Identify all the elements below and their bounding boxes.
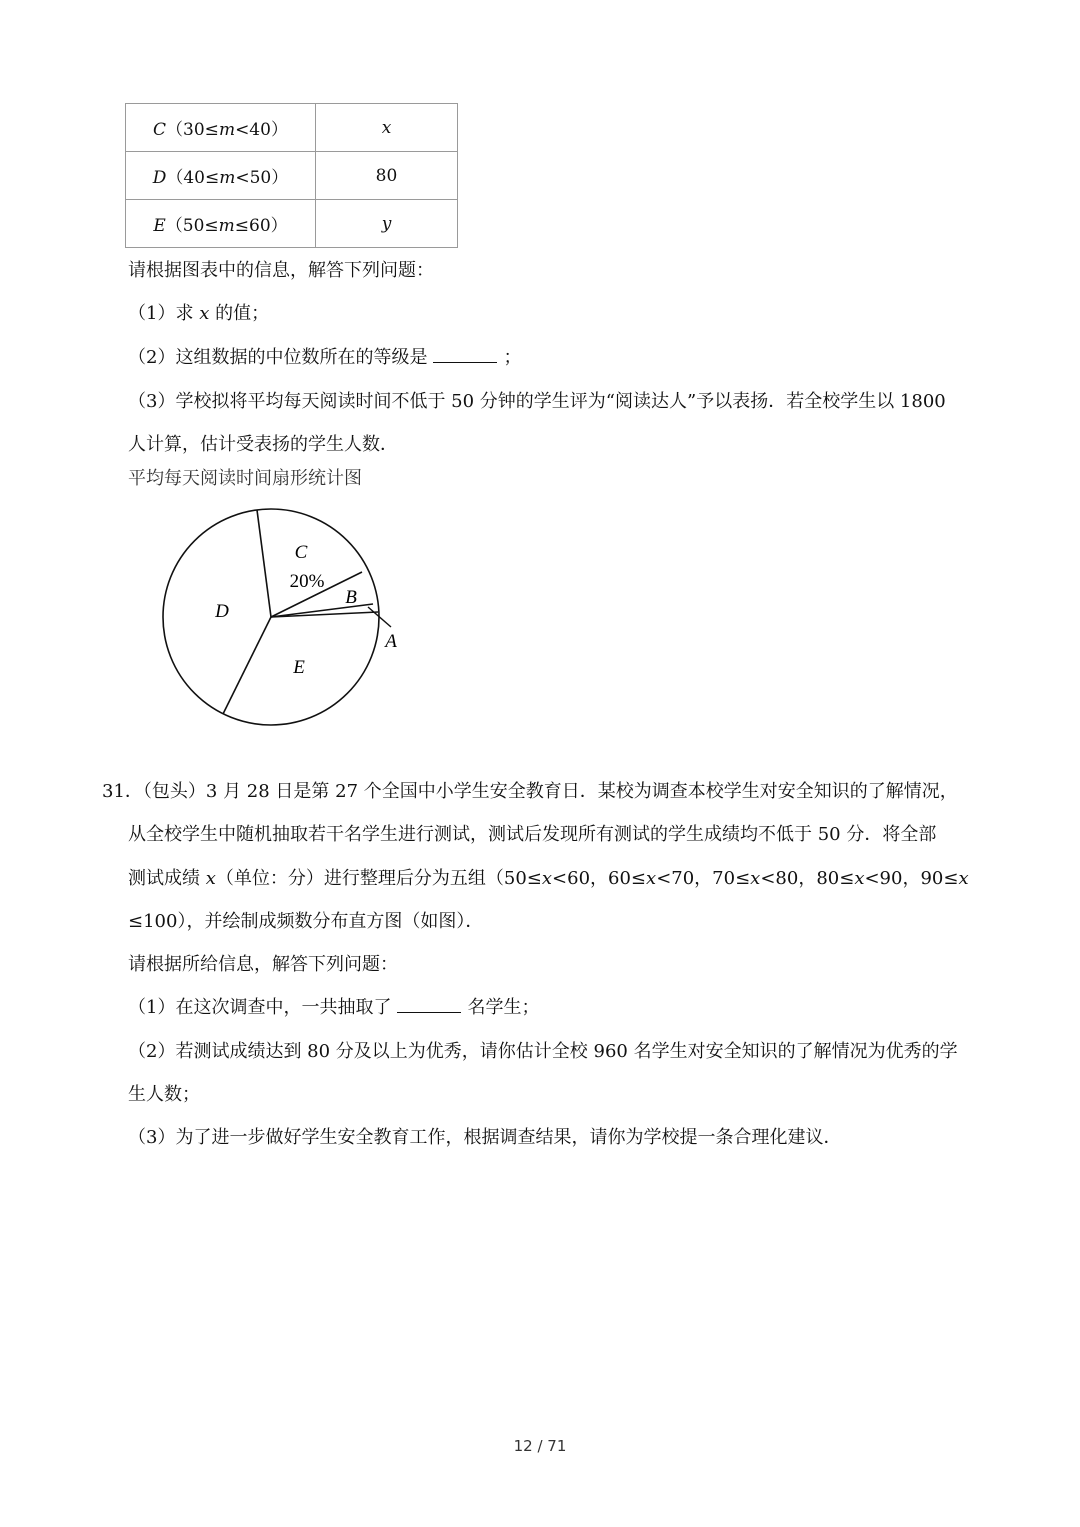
q31-part1: （1）在这次调查中，一共抽取了 名学生； xyxy=(128,997,540,1018)
q31-intro: 请根据所给信息，解答下列问题： xyxy=(128,954,398,975)
answer-blank[interactable] xyxy=(397,996,461,1013)
grade-cell: C（30≤m<40） xyxy=(126,104,316,152)
count-cell: x xyxy=(316,104,458,152)
q31-part3: （3）为了进一步做好学生安全教育工作，根据调查结果，请你为学校提一条合理化建议． xyxy=(128,1127,842,1148)
q30-part3-line1: （3）学校拟将平均每天阅读时间不低于 50 分钟的学生评为“阅读达人”予以表扬．若全校学生以 1800 xyxy=(128,391,946,412)
q30-part2: （2）这组数据的中位数所在的等级是 ； xyxy=(128,347,522,368)
answer-blank[interactable] xyxy=(433,346,497,363)
grade-table xyxy=(125,103,458,248)
table-row xyxy=(126,104,458,152)
chart-title: 平均每天阅读时间扇形统计图 xyxy=(128,468,362,489)
pie-chart xyxy=(150,505,420,730)
slice-percent-c: 20% xyxy=(289,571,325,592)
q31-line2: 从全校学生中随机抽取若干名学生进行测试，测试后发现所有测试的学生成绩均不低于 50 分．将全部 xyxy=(128,824,937,845)
page-number: 12 / 71 xyxy=(513,1437,567,1455)
table-row xyxy=(126,200,458,248)
slice-label-d: D xyxy=(215,601,229,622)
q30-part3-line2: 人计算，估计受表扬的学生人数． xyxy=(128,434,398,455)
grade-cell: D（40≤m<50） xyxy=(126,152,316,200)
q30-part1: （1）求 x 的值； xyxy=(128,303,270,324)
q31-part2-line1: （2）若测试成绩达到 80 分及以上为优秀，请你估计全校 960 名学生对安全知识的了解情况为优秀的学 xyxy=(128,1041,958,1062)
slice-label-b: B xyxy=(345,587,357,608)
slice-label-e: E xyxy=(293,657,305,678)
count-cell: 80 xyxy=(316,152,458,200)
grade-cell: E（50≤m≤60） xyxy=(126,200,316,248)
q31-part2-line2: 生人数； xyxy=(128,1084,200,1105)
slice-label-a: A xyxy=(385,631,397,652)
q31-line1: 31．（包头）3 月 28 日是第 27 个全国中小学生安全教育日．某校为调查本校学生对安全知识的了解情况， xyxy=(102,781,958,802)
q31-line4: ≤100），并绘制成频数分布直方图（如图）． xyxy=(128,911,484,932)
slice-boundary-c-d xyxy=(257,510,271,617)
count-cell: y xyxy=(316,200,458,248)
slice-label-c: C xyxy=(294,542,308,563)
q30-intro: 请根据图表中的信息，解答下列问题： xyxy=(128,260,434,281)
table-row xyxy=(126,152,458,200)
slice-boundary-d-e xyxy=(223,617,271,714)
q31-line3: 测试成绩 x（单位：分）进行整理后分为五组（50≤x<60，60≤x<70，70≤x<80，80≤x<90，90≤x xyxy=(128,868,969,889)
